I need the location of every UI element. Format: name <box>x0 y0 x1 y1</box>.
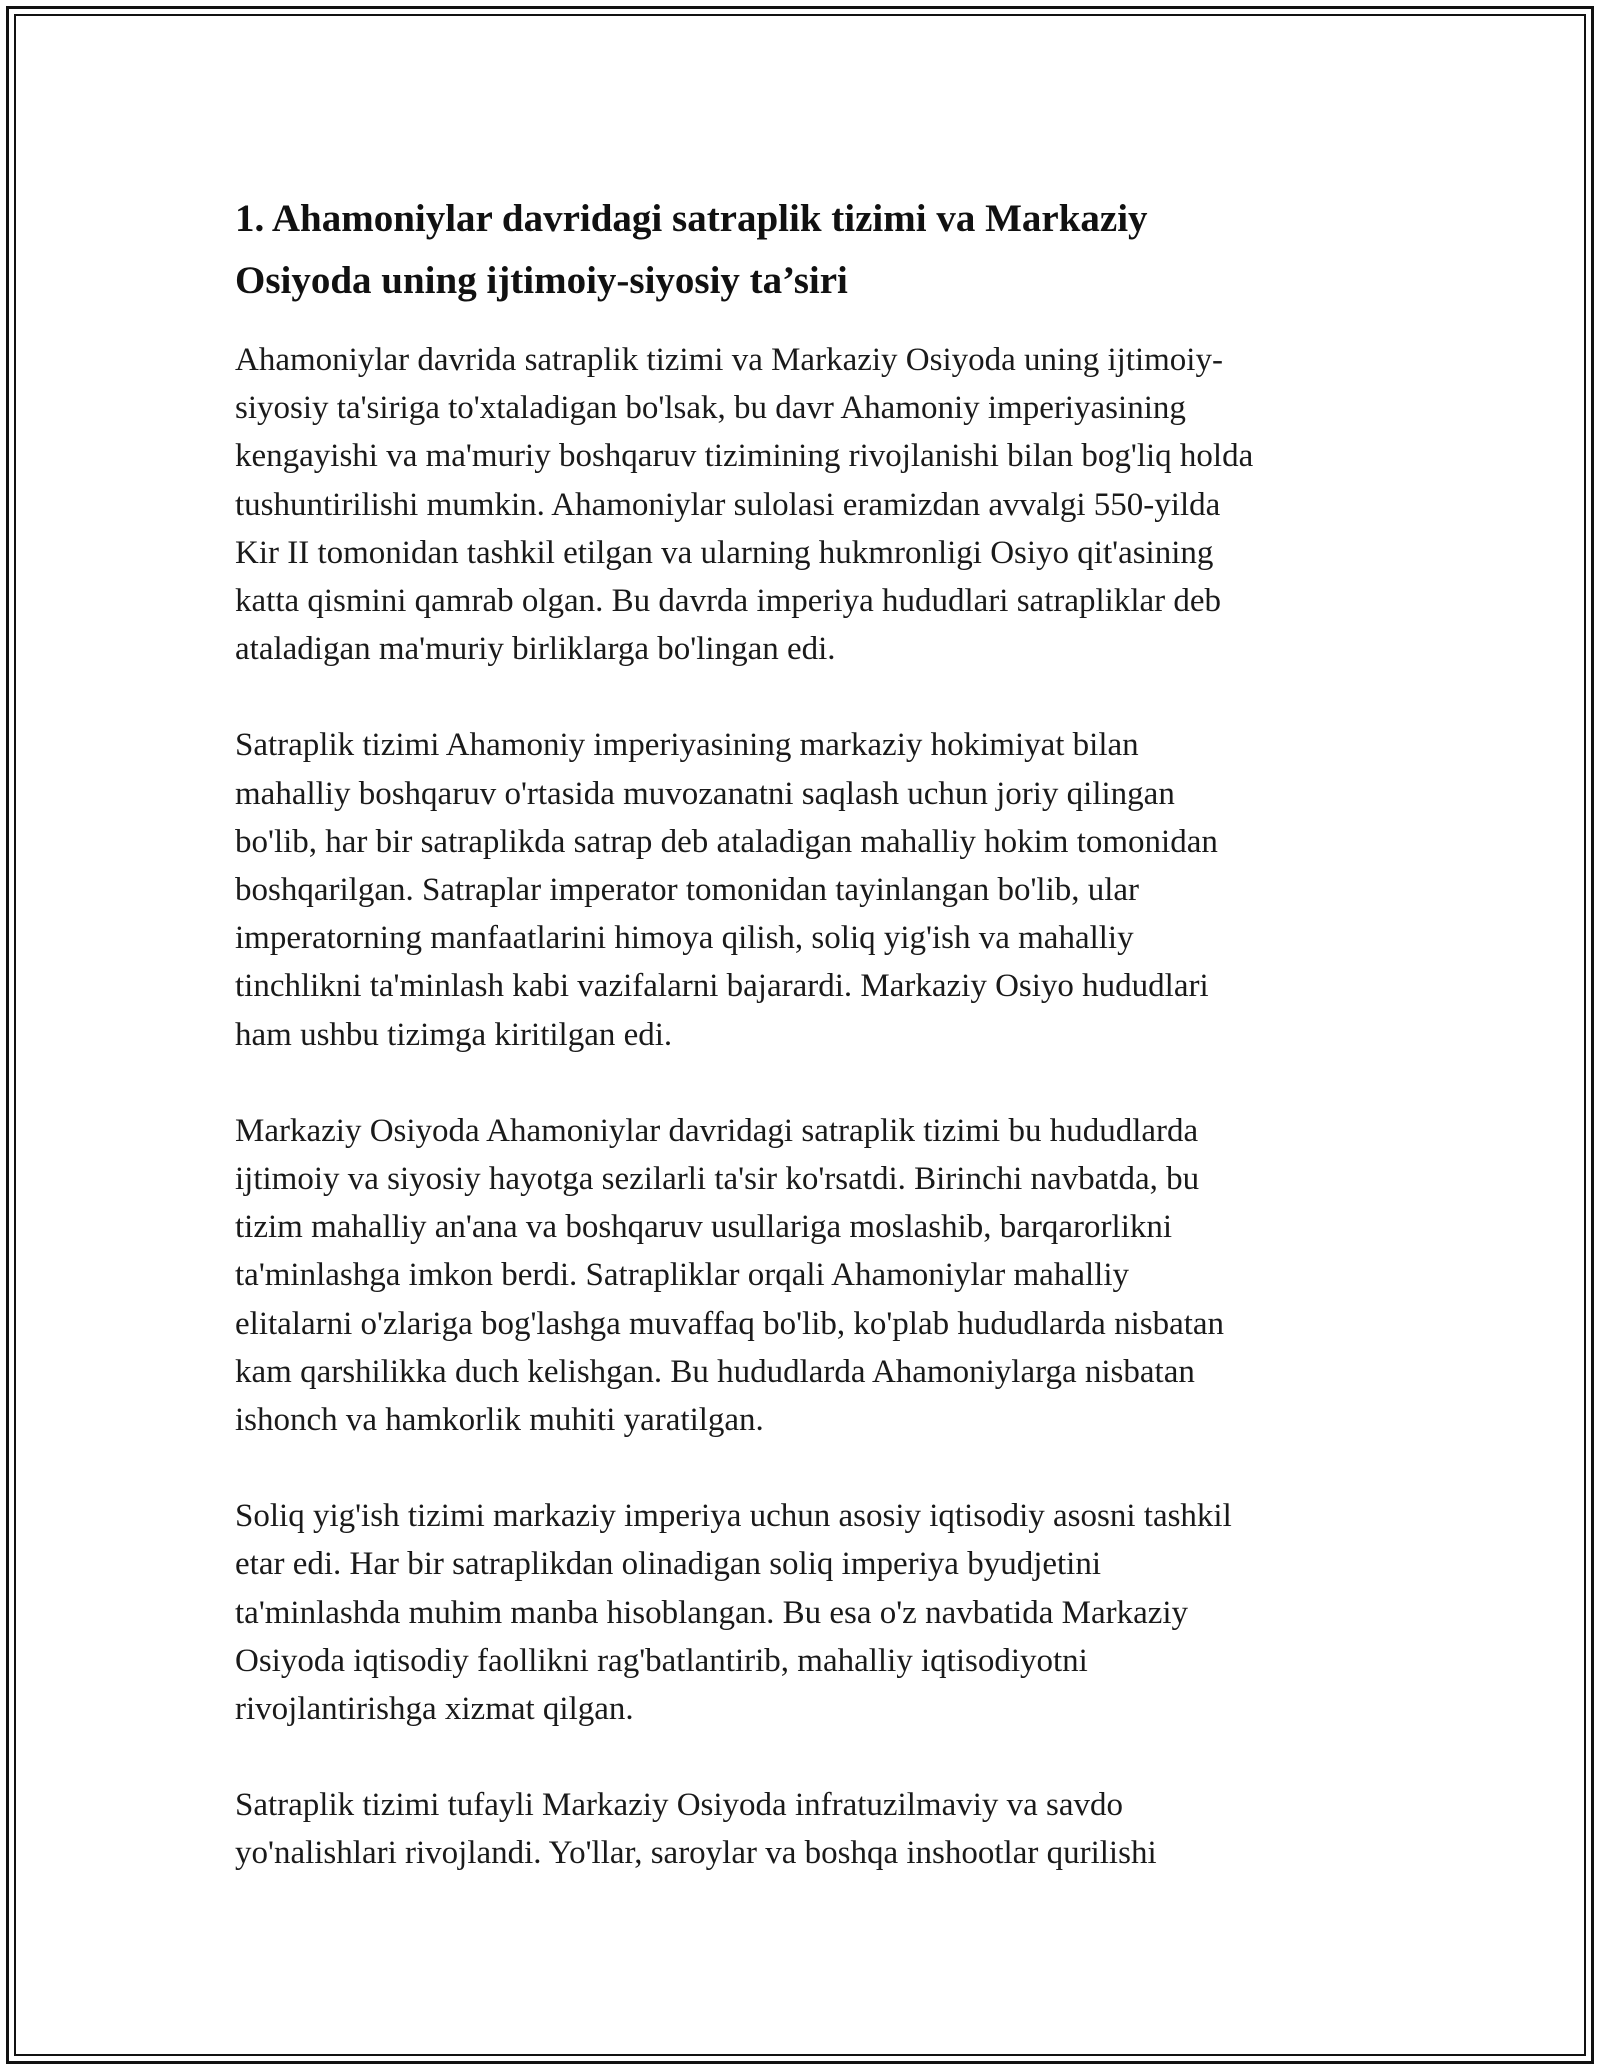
document-body <box>235 188 1385 1926</box>
paragraph-line: tushuntirilishi mumkin. Ahamoniylar sulolasi eramizdan avvalgi 550-yilda <box>235 486 1221 523</box>
paragraph-line: ishonch va hamkorlik muhiti yaratilgan. <box>235 1402 764 1439</box>
document-title-line-1: 1. Ahamoniylar davridagi satraplik tizimi va Markaziy <box>235 197 1148 240</box>
paragraph <box>235 336 1385 673</box>
paragraph <box>235 1781 1385 1877</box>
paragraph-line: Ahamoniylar davrida satraplik tizimi va Markaziy Osiyoda uning ijtimoiy- <box>235 342 1223 378</box>
paragraph-line: ataladigan ma'muriy birliklarga bo'lingan edi. <box>235 631 836 668</box>
document-title-line-2: Osiyoda uning ijtimoiy-siyosiy ta’siri <box>235 259 848 302</box>
paragraph-line: Satraplik tizimi tufayli Markaziy Osiyoda infratuzilmaviy va savdo <box>235 1787 1124 1824</box>
paragraph-line: kengayishi va ma'muriy boshqaruv tizimining rivojlanishi bilan bog'liq holda <box>235 438 1254 475</box>
paragraph-line: Satraplik tizimi Ahamoniy imperiyasining markaziy hokimiyat bilan <box>235 727 1139 764</box>
paragraph-line: rivojlantirishga xizmat qilgan. <box>235 1691 634 1728</box>
paragraph-line: mahalliy boshqaruv o'rtasida muvozanatni saqlash uchun joriy qilingan <box>235 775 1175 812</box>
paragraph-line: Soliq yig'ish tizimi markaziy imperiya uchun asosiy iqtisodiy asosni tashkil <box>235 1498 1232 1535</box>
paragraph-line: siyosiy ta'siriga to'xtaladigan bo'lsak, bu davr Ahamoniy imperiyasining <box>235 390 1186 427</box>
document-title <box>235 188 1385 312</box>
paragraph <box>235 1492 1385 1733</box>
paragraph-line: imperatorning manfaatlarini himoya qilish, soliq yig'ish va mahalliy <box>235 920 1134 957</box>
paragraph-line: kam qarshilikka duch kelishgan. Bu hududlarda Ahamoniylarga nisbatan <box>235 1353 1195 1390</box>
paragraph <box>235 721 1385 1058</box>
paragraph-line: boshqarilgan. Satraplar imperator tomonidan tayinlangan bo'lib, ular <box>235 872 1140 909</box>
paragraph-line: Osiyoda iqtisodiy faollikni rag'batlantirib, mahalliy iqtisodiyotni <box>235 1642 1088 1679</box>
paragraph-line: bo'lib, har bir satraplikda satrap deb ataladigan mahalliy hokim tomonidan <box>235 823 1218 860</box>
paragraph <box>235 1107 1385 1444</box>
paragraph-line: etar edi. Har bir satraplikdan olinadigan soliq imperiya byudjetini <box>235 1546 1102 1583</box>
paragraph-line: ta'minlashga imkon berdi. Satrapliklar orqali Ahamoniylar mahalliy <box>235 1257 1129 1294</box>
paragraph-line: ijtimoiy va siyosiy hayotga sezilarli ta'sir ko'rsatdi. Birinchi navbatda, bu <box>235 1161 1200 1198</box>
paragraph-line: yo'nalishlari rivojlandi. Yo'llar, saroylar va boshqa inshootlar qurilishi <box>235 1835 1157 1872</box>
paragraph-line: Kir II tomonidan tashkil etilgan va ularning hukmronligi Osiyo qit'asining <box>235 534 1214 571</box>
paragraph-line: katta qismini qamrab olgan. Bu davrda imperiya hududlari satrapliklar deb <box>235 583 1222 620</box>
paragraph-list <box>235 336 1385 1878</box>
paragraph-line: tinchlikni ta'minlash kabi vazifalarni bajarardi. Markaziy Osiyo hududlari <box>235 968 1209 1005</box>
paragraph-line: ta'minlashda muhim manba hisoblangan. Bu esa o'z navbatida Markaziy <box>235 1594 1189 1631</box>
paragraph-line: tizim mahalliy an'ana va boshqaruv usullariga moslashib, barqarorlikni <box>235 1209 1173 1246</box>
paragraph-line: ham ushbu tizimga kiritilgan edi. <box>235 1016 673 1053</box>
paragraph-line: Markaziy Osiyoda Ahamoniylar davridagi satraplik tizimi bu hududlarda <box>235 1112 1199 1149</box>
paragraph-line: elitalarni o'zlariga bog'lashga muvaffaq bo'lib, ko'plab hududlarda nisbatan <box>235 1305 1225 1342</box>
